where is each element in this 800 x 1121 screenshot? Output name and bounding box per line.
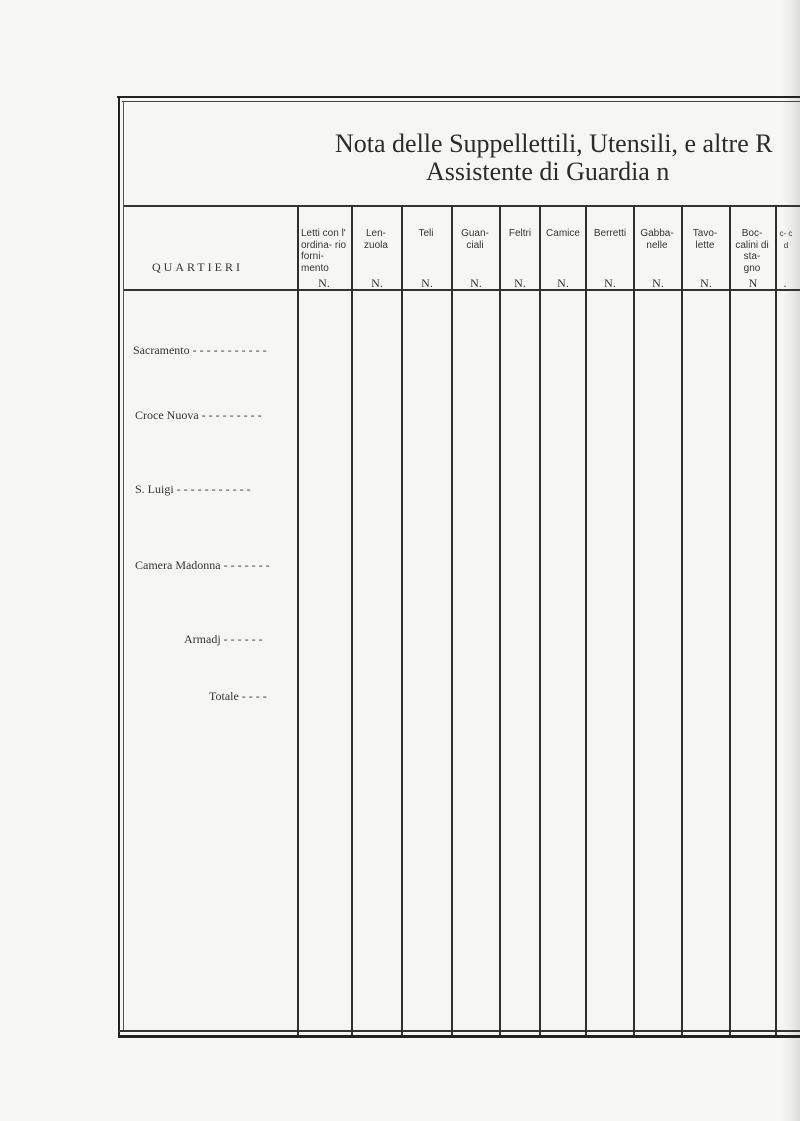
row-label-totale: Totale - - - - xyxy=(209,689,267,703)
col-rule xyxy=(499,205,501,1035)
col-unit-guanciali: N. xyxy=(470,276,482,290)
document-title-line1: Nota delle Suppellettili, Utensili, e altre R xyxy=(335,129,773,158)
frame-left-rule xyxy=(118,96,120,1036)
col-rule xyxy=(401,205,403,1035)
row-label-s-luigi: S. Luigi - - - - - - - - - - - xyxy=(135,482,251,496)
col-unit-letti: N. xyxy=(318,276,330,290)
col-rule xyxy=(585,205,587,1035)
col-unit-cut-off: . xyxy=(783,276,787,290)
col-unit-boccalini: N xyxy=(748,276,758,290)
col-rule xyxy=(297,205,299,1035)
col-header-tavolette: Tavo- lette xyxy=(692,228,718,251)
col-rule xyxy=(775,205,777,1035)
col-header-feltri: Feltri xyxy=(508,228,532,239)
frame-left-rule-inner xyxy=(123,101,124,1031)
table-header-top-rule xyxy=(124,205,800,207)
row-label-croce-nuova: Croce Nuova - - - - - - - - - xyxy=(135,408,262,422)
col-rule xyxy=(539,205,541,1035)
col-header-boccalini: Boc- calini di sta- gno xyxy=(735,228,769,274)
col-unit-lenzuola: N. xyxy=(371,276,383,290)
frame-top-rule-inner xyxy=(122,101,800,102)
col-rule xyxy=(633,205,635,1035)
col-rule xyxy=(681,205,683,1035)
col-header-gabbanelle: Gabba- nelle xyxy=(640,228,674,251)
col-unit-feltri: N. xyxy=(514,276,526,290)
header-quartieri: QUARTIERI xyxy=(152,260,243,274)
col-unit-tavolette: N. xyxy=(700,276,712,290)
col-header-letti: Letti con l' ordina- rio forni- mento xyxy=(301,228,347,274)
col-header-teli: Teli xyxy=(418,228,434,239)
col-unit-berretti: N. xyxy=(604,276,616,290)
col-header-cut-off: c- c d xyxy=(779,229,793,250)
frame-bottom-rule-thick xyxy=(118,1035,800,1038)
col-unit-camice: N. xyxy=(557,276,569,290)
row-label-camera-madonna: Camera Madonna - - - - - - - xyxy=(135,558,270,572)
row-label-sacramento: Sacramento - - - - - - - - - - - xyxy=(133,343,267,357)
col-header-guanciali: Guan- ciali xyxy=(461,228,489,251)
col-unit-gabbanelle: N. xyxy=(652,276,664,290)
frame-top-rule xyxy=(117,96,800,98)
col-rule xyxy=(351,205,353,1035)
col-header-berretti: Berretti xyxy=(593,228,627,239)
col-rule xyxy=(451,205,453,1035)
document-title-line2: Assistente di Guardia n xyxy=(426,157,670,186)
col-header-camice: Camice xyxy=(546,228,580,239)
frame-bottom-rule xyxy=(118,1030,800,1032)
row-label-armadj: Armadj - - - - - - xyxy=(184,632,263,646)
col-header-lenzuola: Len- zuola xyxy=(364,228,388,251)
col-rule xyxy=(729,205,731,1035)
col-unit-teli: N. xyxy=(421,276,433,290)
